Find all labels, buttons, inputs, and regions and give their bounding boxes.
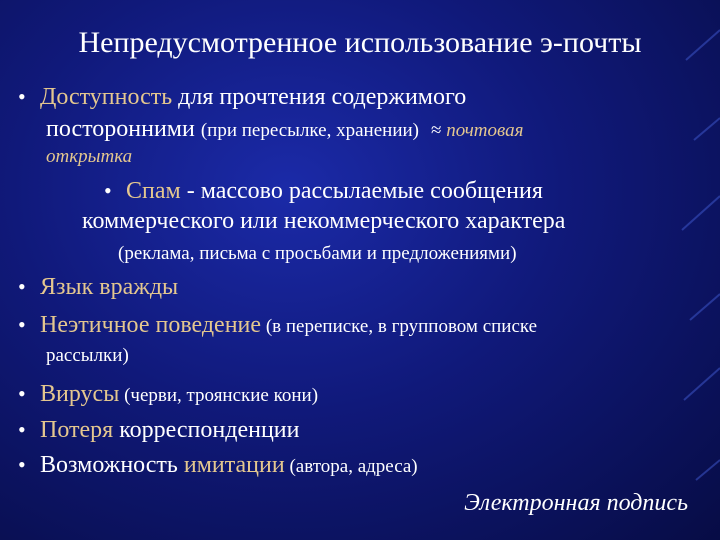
bullet-loss: [18, 417, 299, 444]
bullet-dot: •: [104, 178, 112, 203]
unethical-highlight: Неэтичное поведение: [40, 312, 262, 338]
bullet-dot: •: [18, 417, 26, 442]
spam-highlight: Спам: [126, 178, 181, 204]
viruses-highlight: Вирусы: [40, 381, 120, 407]
spam-note: (реклама, письма с просьбами и предложениями): [118, 243, 517, 264]
footer-electronic-signature: Электронная подпись: [464, 490, 688, 516]
bullet-dot: •: [18, 274, 26, 299]
bullet-spam: [104, 178, 543, 205]
loss-highlight: Потеря: [40, 417, 114, 443]
imitation-highlight: имитации: [183, 452, 285, 478]
access-line2: [46, 116, 523, 143]
bullet-dot: •: [18, 452, 26, 477]
slide-title: Непредусмотренное использование э-почты: [78, 26, 642, 59]
imitation-text: Возможность: [40, 452, 184, 478]
bullet-hate-speech: [18, 274, 178, 301]
approx-symbol: ≈: [431, 120, 442, 141]
bullet-dot: •: [18, 84, 26, 109]
bullet-access: [18, 84, 466, 111]
unethical-note-line2: рассылки): [46, 345, 129, 366]
access-text2: посторонними: [46, 116, 201, 142]
spam-line2: коммерческого или некоммерческого характера: [82, 208, 566, 234]
spam-text: - массово рассылаемые сообщения: [180, 178, 543, 204]
bullet-imitation: [18, 452, 418, 479]
access-note: (при пересылке, хранении): [200, 120, 419, 141]
bullet-dot: •: [18, 381, 26, 406]
viruses-note: (черви, троянские кони): [119, 385, 319, 406]
access-italic: почтовая: [441, 120, 524, 141]
access-italic-line: открытка: [46, 146, 133, 167]
hate-highlight: Язык вражды: [40, 274, 179, 300]
bullet-unethical: [18, 312, 537, 339]
loss-text: корреспонденции: [113, 417, 300, 443]
unethical-note: (в переписке, в групповом списке: [261, 316, 538, 337]
bullet-dot: •: [18, 312, 26, 337]
access-highlight: Доступность: [40, 84, 173, 110]
bullet-viruses: [18, 381, 318, 408]
imitation-note: (автора, адреса): [284, 456, 418, 477]
decorative-diagonal-lines: [676, 0, 720, 540]
access-text: для прочтения содержимого: [172, 84, 467, 110]
